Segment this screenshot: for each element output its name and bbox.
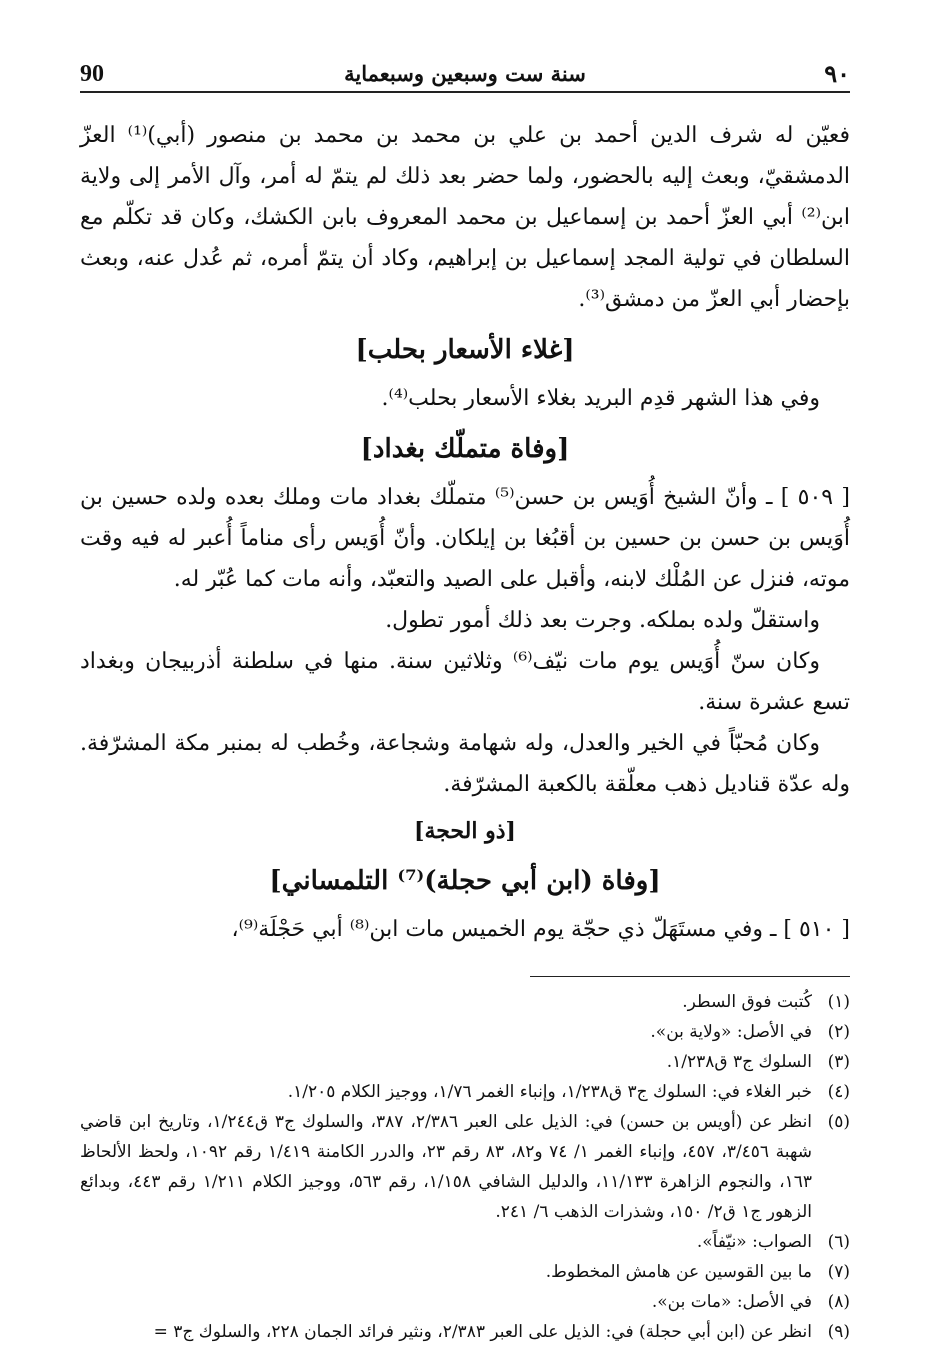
footnote: (٦) الصواب: «نيّفاً».: [696, 1232, 850, 1252]
footnote: (٢) في الأصل: «ولاية بن».: [650, 1022, 850, 1042]
footnotes-section: [80, 976, 850, 1347]
running-title: سنة ست وسبعين وسبعماية: [344, 61, 586, 86]
heading-death-baghdad-ruler: [وفاة متملّك بغداد]: [360, 434, 570, 464]
main-text: [80, 115, 850, 950]
heading-dhu-al-hijja: [ذو الحجة]: [414, 818, 516, 844]
paragraph-entry-510: [ ٥١٠ ] ـ وفي مستَهَلّ ذي حجّة يوم الخميس مات ابن⁽⁸⁾ أبي حَجْلَة⁽⁹⁾،: [231, 917, 850, 942]
footnote: (٨) في الأصل: «مات بن».: [651, 1292, 850, 1312]
paragraph-entry-509: [ ٥٠٩ ] ـ وأنّ الشيخ أُوَيس بن حسن⁽⁵⁾ متملّك بغداد مات وملك بعده ولده حسين بن أُوَيس بن حسن بن حسين بن أقبُغا بن إيلكان. وأنّ أُوَيس رأى مناماً أُعبر له فيه وقت موته، فنزل عن المُلْك لابنه، وأقبل على الصيد والتعبّد، وأنه مات كما عُبّر له.: [80, 485, 850, 592]
paragraph-prices: وفي هذا الشهر قدِم البريد بغلاء الأسعار بحلب⁽⁴⁾.: [381, 386, 820, 411]
footnote: (٩) انظر عن (ابن أبي حجلة) في: الذيل على العبر ٢/٣٨٣، ونثير فرائد الجمان ٢٢٨، والسلوك ج٣ =: [153, 1322, 850, 1342]
heading-prices-aleppo: [غلاء الأسعار بحلب]: [355, 335, 575, 365]
page-number-arabic: ٩٠: [824, 59, 850, 88]
paragraph-appointment: فعيّن له شرف الدين أحمد بن علي بن محمد بن محمد بن منصور (أبي)⁽¹⁾ العزّ الدمشقيّ، وبعث إليه بالحضور، ولما حضر بعد ذلك لم يتمّ له أمر، وآل الأمر إلى ولاية ابن⁽²⁾ أبي العزّ أحمد بن إسماعيل بن محمد المعروف بابن الكشك، وكان قد تكلّم مع السلطان في تولية المجد إسماعيل بن إبراهيم، وكاد أن يتمّ أمره، ثم عُدل عنه، وبعث بإحضار أبي العزّ من دمشق⁽³⁾.: [80, 123, 850, 312]
footnote: (٤) خبر الغلاء في: السلوك ج٣ ق١/٢٣٨، وإنباء الغمر ١/٧٦، ووجيز الكلام ١/٢٠٥.: [287, 1082, 850, 1102]
paragraph-age: وكان سنّ أُوَيس يوم مات نيّف⁽⁶⁾ وثلاثين سنة. منها في سلطنة أذربيجان وبغداد تسع عشرة سنة.: [80, 649, 850, 715]
heading-death-ibn-abi-hajala: [وفاة (ابن أبي حجلة)⁽⁷⁾ التلمساني]: [269, 866, 661, 896]
page-header: [80, 55, 850, 93]
footnote: (١) كُتبت فوق السطر.: [682, 992, 850, 1012]
footnote: (٣) السلوك ج٣ ق١/٢٣٨.: [666, 1052, 850, 1072]
footnote: (٧) ما بين القوسين عن هامش المخطوط.: [545, 1262, 850, 1282]
page-number-latin: 90: [80, 61, 104, 87]
paragraph-character: وكان مُحبّاً في الخير والعدل، وله شهامة وشجاعة، وخُطب له بمنبر مكة المشرّفة. وله عدّة قناديل ذهب معلّقة بالكعبة المشرّفة.: [80, 731, 850, 797]
document-page: [80, 55, 850, 1347]
footnote: (٥) انظر عن (أويس بن حسن) في: الذيل على العبر ٢/٣٨٦، ٣٨٧، والسلوك ج٣ ق١/٢٤٤، وتاريخ ابن قاضي شهبة ٣/٤٥٦، ٤٥٧، وإنباء الغمر ١/ ٧٤ و٨٢، ٨٣ رقم ٢٣، والدرر الكامنة ١/٤١٩ رقم ١٠٩٢، ولحظ الألحاظ ١٦٣، والنجوم الزاهرة ١١/١٣٣، والدليل الشافي ١/١٥٨، رقم ٥٦٣، ووجيز الكلام ١/٢١١ رقم ٤٤٣، وبدائع الزهور ج١ ق٢/ ١٥٠، وشذرات الذهب ٦/ ٢٤١.: [80, 1112, 850, 1222]
footnote-divider: [530, 976, 850, 977]
paragraph-son-rule: واستقلّ ولده بملكه. وجرت بعد ذلك أمور تطول.: [385, 608, 820, 633]
